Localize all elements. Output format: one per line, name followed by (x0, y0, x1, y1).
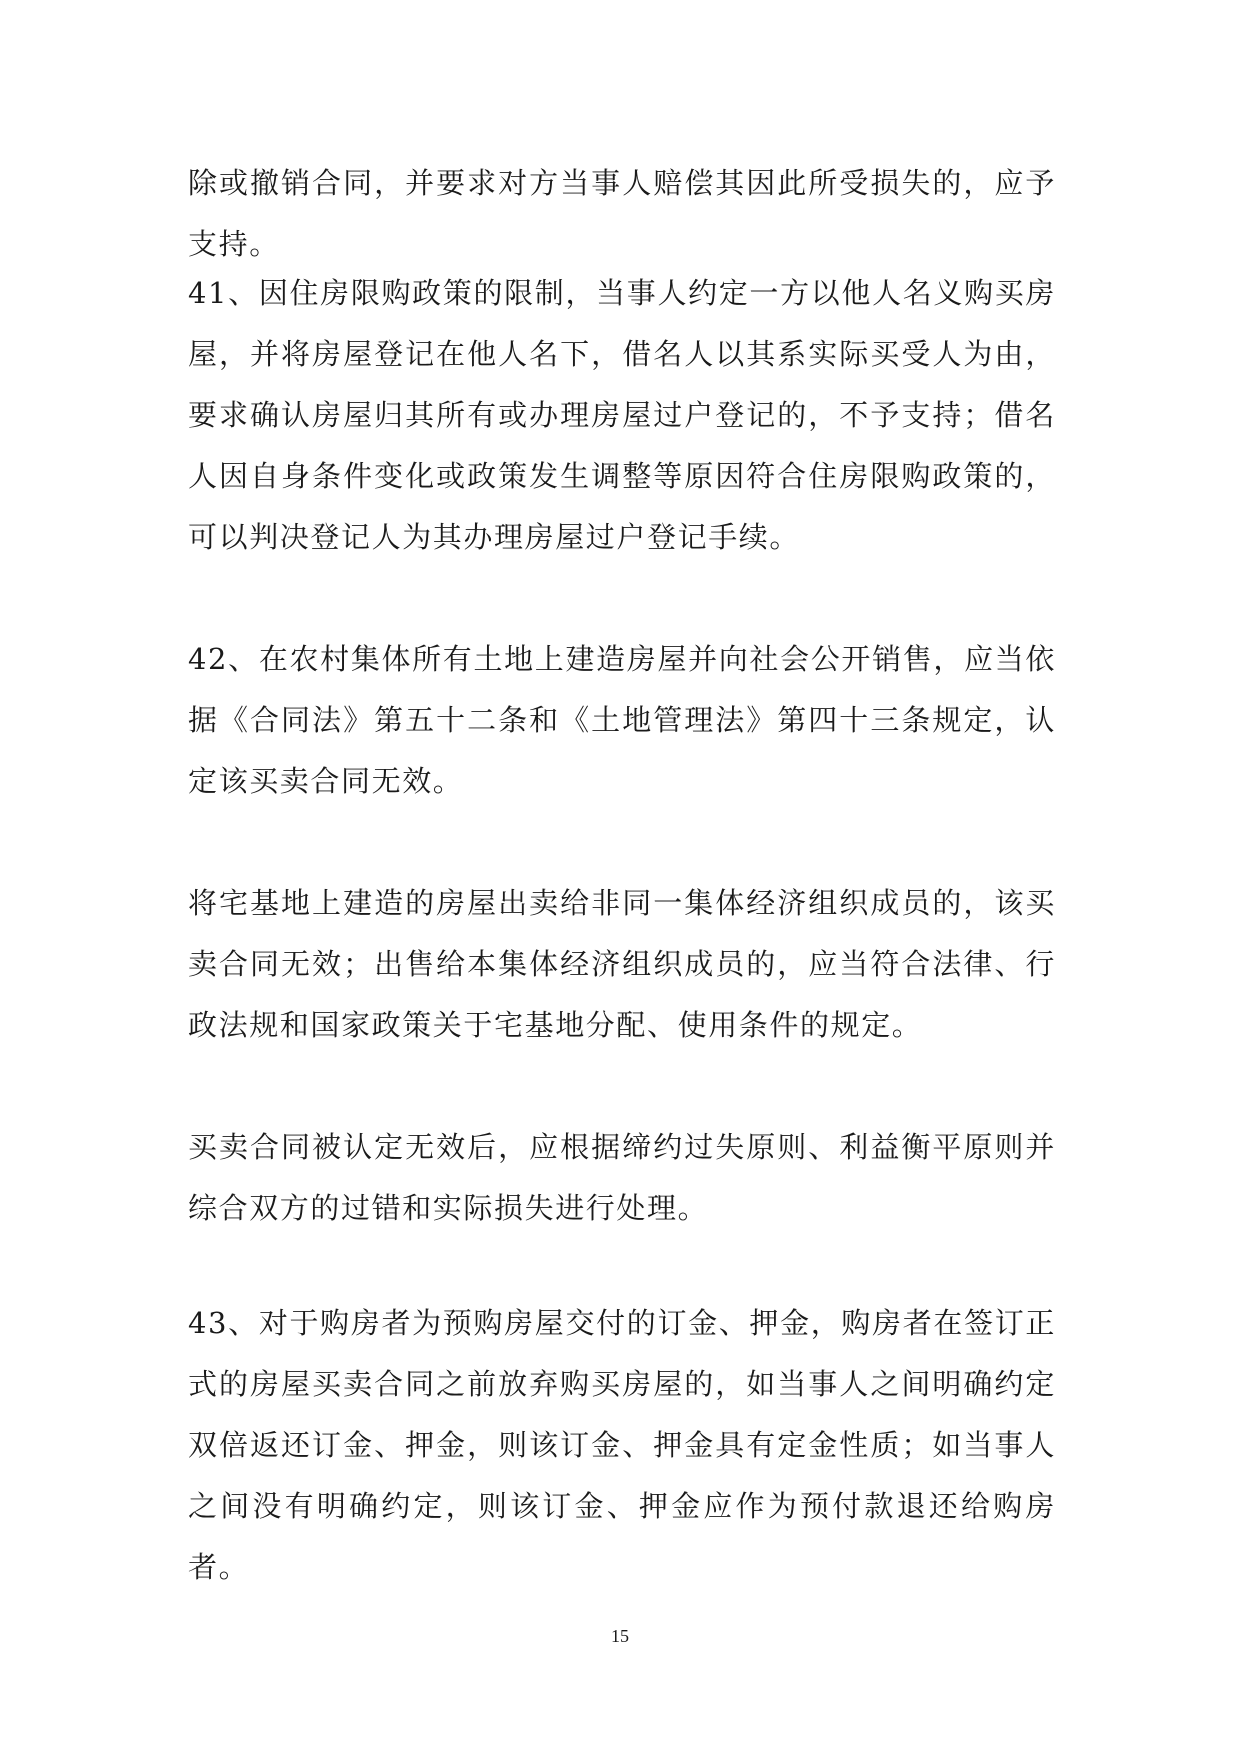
page-number: 15 (611, 1626, 629, 1646)
paragraph-homestead-sale: 将宅基地上建造的房屋出卖给非同一集体经济组织成员的，该买卖合同无效；出售给本集体经济组织成员的，应当符合法律、行政法规和国家政策关于宅基地分配、使用条件的规定。 (188, 886, 1056, 1042)
paragraph-article-41: 41、因住房限购政策的限制，当事人约定一方以他人名义购买房屋，并将房屋登记在他人名下，借名人以其系实际买受人为由，要求确认房屋归其所有或办理房屋过户登记的，不予支持；借名人因自身条件变化或政策发生调整等原因符合住房限购政策的，可以判决登记人为其办理房屋过户登记手续。 (188, 276, 1056, 554)
paragraph-continuation: 除或撤销合同，并要求对方当事人赔偿其因此所受损失的，应予支持。 (188, 166, 1056, 261)
paragraph-invalid-contract-handling: 买卖合同被认定无效后，应根据缔约过失原则、利益衡平原则并综合双方的过错和实际损失进行处理。 (188, 1130, 1056, 1225)
paragraph-article-42: 42、在农村集体所有土地上建造房屋并向社会公开销售，应当依据《合同法》第五十二条和《土地管理法》第四十三条规定，认定该买卖合同无效。 (188, 642, 1056, 798)
paragraph-article-43: 43、对于购房者为预购房屋交付的订金、押金，购房者在签订正式的房屋买卖合同之前放弃购买房屋的，如当事人之间明确约定双倍返还订金、押金，则该订金、押金具有定金性质；如当事人之间没有明确约定，则该订金、押金应作为预付款退还给购房者。 (188, 1306, 1056, 1584)
